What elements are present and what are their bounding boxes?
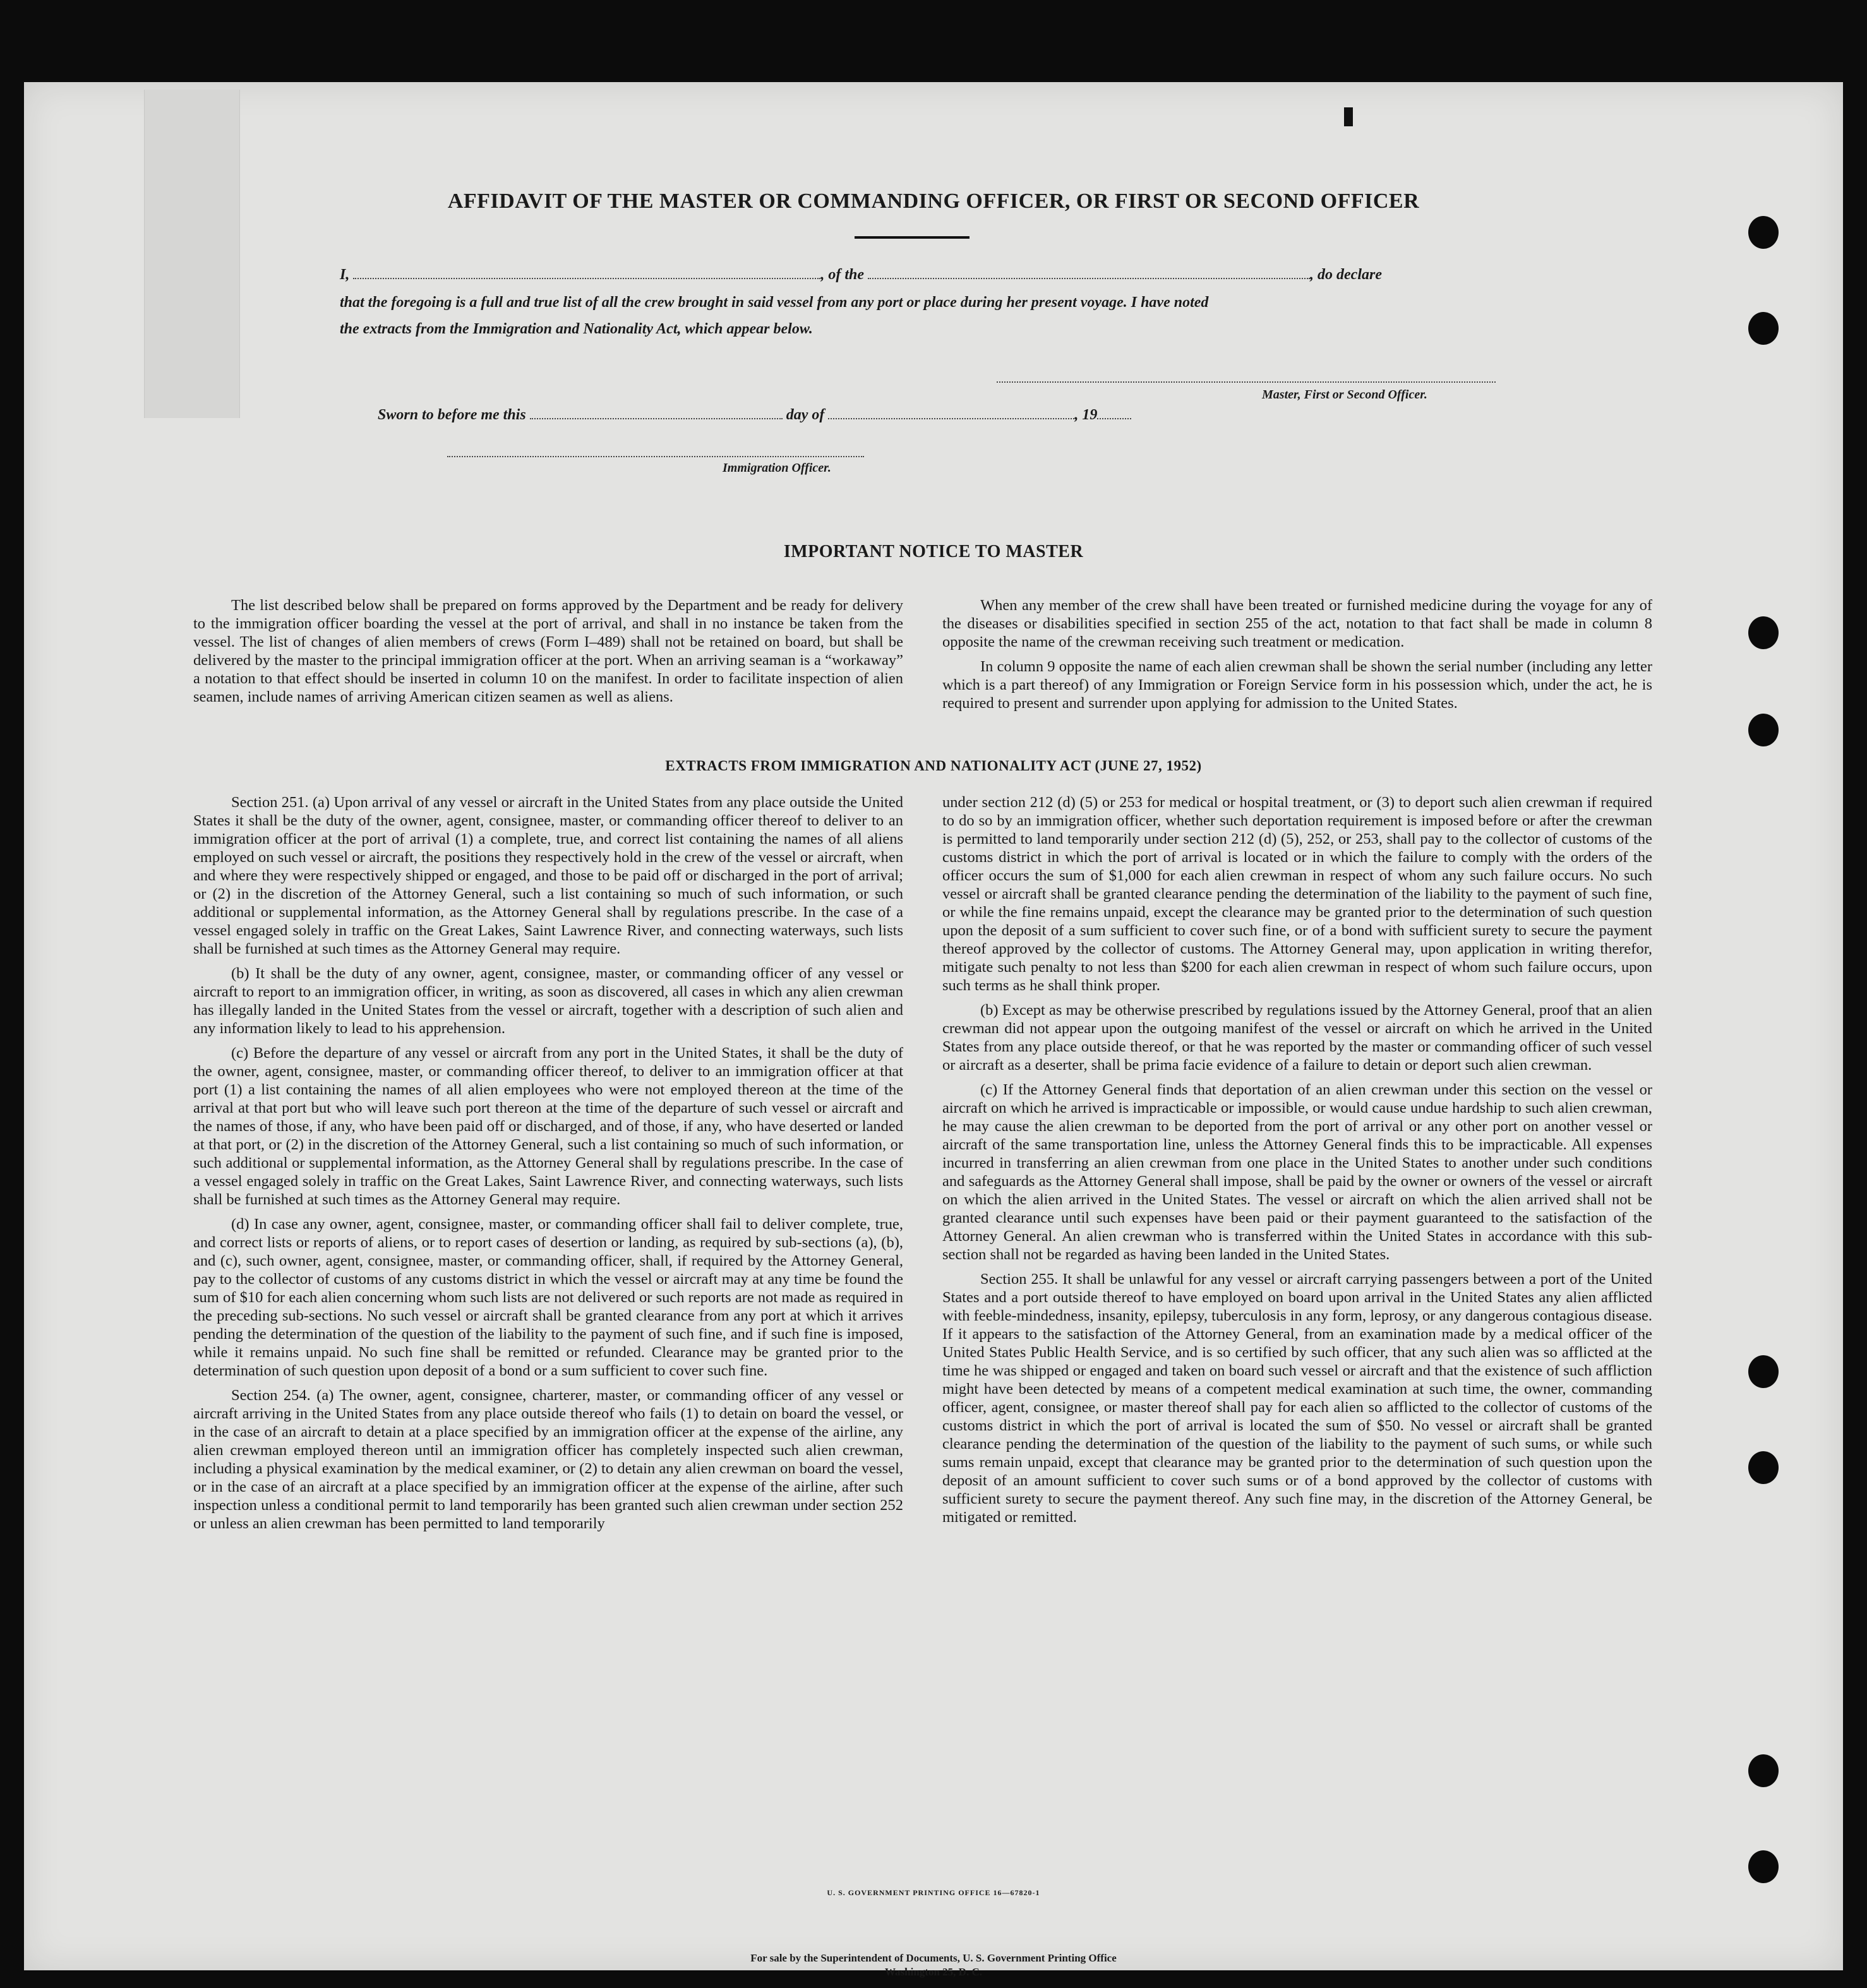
extracts-heading: EXTRACTS FROM IMMIGRATION AND NATIONALITY ACT (JUNE 27, 1952) xyxy=(665,758,1202,774)
extract-right-section-255: Section 255. It shall be unlawful for any vessel or aircraft carrying passengers between a port of the United States and a port outside thereof to have employed on board upon arrival in the United States any alien afflicted with feeble-mindedness, insanity, epilepsy, tuberculosis in any form, leprosy, or any dangerous contagious disease. If it appears to the satisfaction of the Attorney General, from an examination made by a medical officer of the United States Public Health Service, and is so certified by such officer, that any such alien was so afflicted at the time he was shipped or engaged and taken on board such vessel or aircraft and that the existence of such affliction might have been detected by means of a competent medical examination at such time, the owner, commanding officer, agent, consignee, or master thereof shall pay for each alien so afflicted to the collector of customs of the customs district in which the port of arrival is located the sum of $50. No vessel or aircraft shall be granted clearance pending the determination of the question of the liability to the payment of such sums, or while such sums remain unpaid, except that clearance may be granted prior to the determination of such question upon the deposit of an amount sufficient to cover such sums or of a bond approved by the collector of customs with sufficient surety to secure the payment thereof. Any such fine may, in the discretion of the Attorney General, be mitigated or remitted. xyxy=(942,1271,1653,1526)
gpo-imprint: U. S. GOVERNMENT PRINTING OFFICE 16—67820-1 xyxy=(827,1888,1040,1897)
binder-hole xyxy=(1748,1355,1779,1388)
sale-line-2: Washington 25, D. C. xyxy=(885,1966,982,1978)
notice-right-paragraph-1: When any member of the crew shall have been treated or furnished medicine during the voyage for any of the diseases or disabilities specified in section 255 of the act, notation to that fact shall be made in column 8 opposite the name of the crewman receiving such treatment or medication. xyxy=(942,597,1652,650)
binder-hole xyxy=(1748,216,1779,249)
extract-left-section-254a: Section 254. (a) The owner, agent, consignee, charterer, master, or commanding officer of any vessel or aircraft arriving in the United States from any place outside thereof who fails (1) to detain on board the vessel, or in the case of an aircraft to detain at a place specified by an immigration officer at the expense of the airline, any alien crewman employed thereon until an immigration officer has completely inspected such alien crewman, including a physical examination by the medical examiner, or (2) to detain any alien crewman on board the vessel, or in the case of an aircraft at a place specified by an immigration officer at the expense of the airline, after such inspection unless a conditional permit to land temporarily has been granted such alien crewman under section 252 or unless an alien crewman has been permitted to land temporarily xyxy=(193,1387,903,1532)
title-rule xyxy=(855,236,970,239)
declaration-text-2: that the foregoing is a full and true list of all the crew brought in said vessel from any port or place during her present voyage. I have noted xyxy=(340,294,1209,311)
notice-left-paragraph: The list described below shall be prepared on forms approved by the Department and be ready for delivery to the immigration officer boarding the vessel at the port of arrival, and shall in no instance be taken from the vessel. The list of changes of alien members of crews (Form I–489) shall not be retained on board, but shall be delivered by the master to the principal immigration officer at the port. When an arriving seaman is a “workaway” a notation to that effect should be inserted in column 10 on the manifest. In order to facilitate inspection of alien seamen, include names of arriving American citizen seamen as well as aliens. xyxy=(193,597,903,705)
extracts-left-column xyxy=(193,793,903,1539)
extract-left-section-251c: (c) Before the departure of any vessel or aircraft from any port in the United States, it shall be the duty of the owner, agent, consignee, master, or commanding officer thereof, to deliver to an immigration officer at that port (1) a list containing the names of all alien employees who were not employed thereon at the time of the arrival at that port but who will leave such port thereon at the time of the departure of such vessel or aircraft and the names of those, if any, who have been paid off or discharged, and of those, if any, who have deserted or landed at that port, or (2) in the discretion of the Attorney General, such a list containing so much of such information, or such additional or supplemental information, as the Attorney General shall by regulations prescribe. In the case of a vessel engaged solely in traffic on the Great Lakes, Saint Lawrence River, and connecting waterways, such lists shall be furnished at such times as the Attorney General may require. xyxy=(193,1045,903,1208)
sworn-month-field[interactable] xyxy=(828,407,1074,419)
day-of-label: day of xyxy=(786,407,825,423)
notice-right-paragraph-2: In column 9 opposite the name of each alien crewman shall be shown the serial number (including any letter which is a part thereof) of any Immigration or Foreign Service form in his possession which, under the act, he is required to present and surrender upon applying for admission to the United States. xyxy=(942,658,1652,712)
declaration-text-3: the extracts from the Immigration and Nationality Act, which appear below. xyxy=(340,321,813,337)
extract-left-section-251a: Section 251. (a) Upon arrival of any vessel or aircraft in the United States from any place outside the United States it shall be the duty of the owner, agent, consignee, master, or commanding officer thereof to deliver to an immigration officer at the port of arrival (1) a complete, true, and correct list containing the names of all aliens employed on such vessel or aircraft, the positions they respectively hold in the crew of the vessel or aircraft, when and where they were respectively shipped or engaged, and those to be paid off or discharged in the port of arrival; or (2) in the discretion of the Attorney General, such a list containing so much of such information, or such additional or supplemental information, as the Attorney General shall by regulations prescribe. In the case of a vessel engaged solely in traffic on the Great Lakes, Saint Lawrence River, and connecting waterways, such lists shall be furnished at such times as the Attorney General may require. xyxy=(193,794,903,957)
document-page xyxy=(24,82,1843,1978)
notice-heading: IMPORTANT NOTICE TO MASTER xyxy=(783,542,1084,561)
officer-caption: Immigration Officer. xyxy=(723,461,831,475)
binder-hole xyxy=(1748,1451,1779,1484)
officer-signature-line[interactable] xyxy=(447,456,864,457)
sale-notice xyxy=(24,1951,1843,1979)
of-the-label: , of the xyxy=(820,266,865,283)
ink-mark xyxy=(1344,107,1353,126)
binder-hole xyxy=(1748,1754,1779,1787)
extract-left-section-251d: (d) In case any owner, agent, consignee, master, or commanding officer shall fail to deliver complete, true, and correct lists or reports of aliens, or to report cases of desertion or landing, as required by sub-sections (a), (b), and (c), such owner, agent, consignee, master, or commanding officer, shall, if required by the Attorney General, pay to the collector of customs of any customs district in which the vessel or aircraft may at any time be found the sum of $10 for each alien concerning whom such lists are not delivered or such reports are not made as required in the preceding sub-sections. No such vessel or aircraft shall be granted clearance from any port at which it arrives pending the determination of the question of the liability to the payment of such fine, and if such fine is imposed, while it remains unpaid. No such fine shall be remitted or refunded. Clearance may be granted prior to the determination of such question upon deposit of a bond or a sum sufficient to cover such fine. xyxy=(193,1216,903,1379)
binder-hole xyxy=(1748,714,1779,746)
notice-right-column xyxy=(942,596,1652,719)
tape-strip xyxy=(144,90,240,418)
extract-right-section-254a-cont: under section 212 (d) (5) or 253 for medical or hospital treatment, or (3) to deport such alien crewman if required to do so by an immigration officer, whether such deportation requirement is imposed before or after the crewman is permitted to land temporarily under section 212 (d) (5), 252, or 253, shall pay to the collector of customs of the customs district in which the port of arrival is located or in which the failure to comply with the orders of the officer occurs the sum of $1,000 for each alien crewman in respect of whom any such failure occurs. No such vessel or aircraft shall be granted clearance pending the determination of the liability to the payment of such fine, or while the fine remains unpaid, except the clearance may be granted prior to the determination of such question upon the deposit of a sum sufficient to cover such fine, or of a bond with sufficient surety to secure the payment thereof approved by the collector of customs. The Attorney General may, upon application in writing therefor, mitigate such penalty to not less than $200 for each alien crewman in respect of whom such failure occurs, upon such terms as he shall think proper. xyxy=(942,794,1652,994)
sworn-label: Sworn to before me this xyxy=(378,407,526,423)
declaration-line xyxy=(340,266,1382,284)
extract-right-section-254c: (c) If the Attorney General finds that deportation of an alien crewman under this section on the vessel or aircraft on which he arrived is impracticable or impossible, or would cause undue hardship to such alien crewman, he may cause the alien crewman to be deported from the port of arrival or any other port on another vessel or aircraft of the same transportation line, unless the Attorney General finds this to be impracticable. All expenses incurred in transferring an alien crewman from one place in the United States to another under such conditions and safeguards as the Attorney General shall impose, shall be paid by the owner or owners of the vessel or aircraft on which the alien arrived in the United States. The vessel or aircraft on which the alien arrived shall not be granted clearance until such expenses have been paid or their payment guaranteed to the satisfaction of the Attorney General. An alien crewman who is transferred within the United States in accordance with this sub-section shall not be regarded as having been landed in the United States. xyxy=(942,1081,1652,1263)
declare-label: , do declare xyxy=(1310,266,1382,283)
vessel-name-field[interactable] xyxy=(868,266,1310,279)
master-caption: Master, First or Second Officer. xyxy=(1262,388,1427,402)
sworn-year-field[interactable] xyxy=(1097,407,1131,419)
declarant-name-field[interactable] xyxy=(353,266,820,279)
extract-right-section-254b: (b) Except as may be otherwise prescribed by regulations issued by the Attorney General, proof that an alien crewman did not appear upon the outgoing manifest of the vessel or aircraft on which he arrived in the United States from any place outside thereof, or that he was reported by the master or commanding officer of such vessel or aircraft as a deserter, shall be prima facie evidence of a failure to detain or deport such alien crewman. xyxy=(942,1002,1652,1074)
year-prefix-label: , 19 xyxy=(1074,407,1098,423)
sale-line-1: For sale by the Superintendent of Documents, U. S. Government Printing Office xyxy=(750,1952,1117,1964)
sworn-day-field[interactable] xyxy=(530,407,783,419)
binder-hole xyxy=(1748,1850,1779,1883)
binder-hole xyxy=(1748,616,1779,649)
declarant-label: I, xyxy=(340,266,350,283)
notice-left-column xyxy=(193,596,903,712)
extracts-right-column xyxy=(942,793,1652,1533)
affidavit-title: AFFIDAVIT OF THE MASTER OR COMMANDING OFFICER, OR FIRST OR SECOND OFFICER xyxy=(447,189,1420,213)
extract-left-section-251b: (b) It shall be the duty of any owner, agent, consignee, master, or commanding officer of any vessel or aircraft to report to an immigration officer, in writing, as soon as discovered, all cases in which any alien crewman has illegally landed in the United States from the vessel or aircraft, together with a description of such alien and any information likely to lead to his apprehension. xyxy=(193,965,903,1037)
master-signature-line[interactable] xyxy=(997,381,1496,383)
binder-hole xyxy=(1748,312,1779,345)
sworn-line xyxy=(378,407,1131,424)
